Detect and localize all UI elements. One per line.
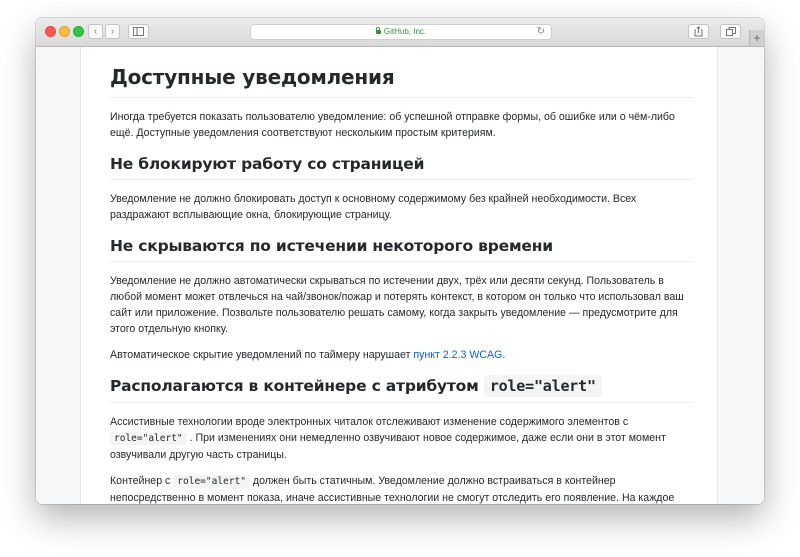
- forward-button[interactable]: [105, 24, 120, 39]
- static-container-text-b: должен быть статичным. Уведомление должно встраиваться в контейнер непосредственно в момент показа, иначе ассистивные технологии не смогут отследить его появление. На каждое: [110, 475, 675, 504]
- role-alert-code-1: role="alert": [110, 432, 187, 445]
- new-tab-button[interactable]: [749, 30, 764, 46]
- paragraph-screen-readers: [110, 414, 692, 463]
- browser-window: [36, 18, 764, 504]
- chevron-right-icon: ›: [110, 26, 115, 37]
- back-button[interactable]: [88, 24, 103, 39]
- heading-role-alert: [110, 377, 692, 403]
- web-viewport: [36, 47, 764, 504]
- address-bar[interactable]: [250, 24, 552, 40]
- heading-role-alert-code: role="alert": [484, 375, 602, 397]
- lock-icon: [376, 30, 381, 34]
- tabs-overview-button[interactable]: [720, 24, 741, 39]
- share-button[interactable]: [688, 24, 709, 39]
- heading-role-alert-text: Располагаются в контейнере с атрибутом: [110, 377, 479, 395]
- paragraph-no-autohide: Уведомление не должно автоматически скрываться по истечении двух, трёх или десяти секунд. Пользователь в любой момент может отвлечься на чай/звонок/пожар и потерять контекст, в котором он только что использовал ваш сайт или приложение. Позвольте пользователю решать самому, когда закрыть уведомление — предусмотрите для этого отдельную кнопку.: [110, 275, 684, 335]
- close-window-button[interactable]: [45, 26, 56, 37]
- sidebar-button[interactable]: [128, 24, 149, 39]
- minimize-window-button[interactable]: [59, 26, 70, 37]
- page-title: Доступные уведомления: [110, 47, 692, 98]
- page-column: [80, 47, 718, 504]
- browser-toolbar: [36, 18, 764, 47]
- address-text: GitHub, Inc.: [383, 27, 427, 36]
- heading-no-blocking: Не блокируют работу со страницей: [110, 155, 692, 180]
- heading-no-autohide: Не скрываются по истечении некоторого времени: [110, 237, 692, 262]
- intro-paragraph: Иногда требуется показать пользователю уведомление: об успешной отправке формы, об ошибке или о чём-либо ещё. Доступные уведомления соответствуют нескольким простым критериям.: [110, 111, 675, 139]
- wcag-text: Автоматическое скрытие уведомлений по таймеру нарушает: [110, 349, 411, 361]
- screen-readers-text-a: Ассистивные технологии вроде электронных читалок отслеживают изменение содержимого элементов с: [110, 416, 629, 428]
- wcag-link[interactable]: пункт 2.2.3 WCAG: [413, 349, 503, 361]
- static-container-text-a: Контейнер с: [110, 475, 171, 487]
- chevron-left-icon: ‹: [93, 26, 98, 37]
- paragraph-static-container: [110, 473, 692, 504]
- role-alert-code-2: role="alert": [173, 475, 250, 488]
- screen-readers-text-b: . При изменениях они немедленно озвучивают новое содержимое, даже если они в этот момент озвучивали другую часть страницы.: [110, 432, 666, 461]
- reload-icon[interactable]: ↻: [536, 26, 545, 37]
- share-icon: [694, 26, 703, 37]
- tabs-icon: [726, 27, 736, 36]
- paragraph-wcag: [110, 347, 692, 363]
- wcag-end: .: [502, 349, 506, 361]
- article-content: [110, 47, 692, 504]
- zoom-window-button[interactable]: [73, 26, 84, 37]
- paragraph-no-blocking: Уведомление не должно блокировать доступ к основному содержимому без крайней необходимости. Всех раздражают всплывающие окна, блокирующие страницу.: [110, 193, 637, 221]
- plus-icon: +: [753, 31, 761, 45]
- sidebar-icon: [133, 27, 144, 36]
